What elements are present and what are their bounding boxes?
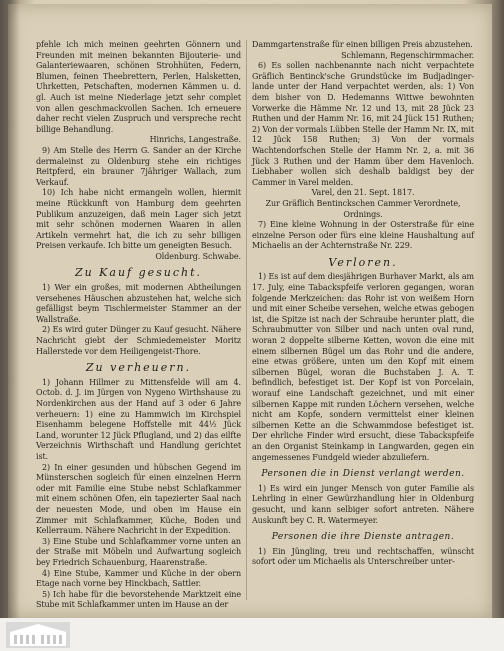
signature: Hinrichs, Langestraße. [149,135,241,145]
text-paragraph: Dammgartenstraße für einen billigen Preis abzustehen. [252,40,473,49]
signature: Zur Gräflich Bentinckschen Cammer Verordnete, Ordnings. [265,198,461,219]
text-paragraph: 1) Es ist auf dem diesjährigen Burhaver Markt, als am 17. July, eine Tabackspfeife verloren gegangen, woran folgende Merkzeichen: das Rohr ist von weißem Horn und mit einer Scheibe versehen, welche etwas gebogen ist, die Spitze ist nach der Schraube herunter platt, die Schraubmutter von Silber und nach unten oval rund, woran 2 doppelte silberne Ketten, wovon die eine mit einem silbernen Bügel um das Rohr und die andere, eine etwas größere, unten um den Kopf mit einem silbernen Bügel, woran die Buchstaben J. A. T. befindlich, befestiget ist. Der Kopf ist von Porcelain, worauf eine Landschaft gezeichnet, und mit einer silbernen Kappe mit runden Löchern versehen, welche nicht am Kopfe, sondern vermittelst einer kleinen silbernen Kette an die Schwammdose befestiget ist. Der ehrliche Finder wird ersucht, diese Tabackspfeife an den Organist Steinkamp in Langwarden, gegen ein angemessenes Fundgeld wieder abzuliefern. [252,272,474,462]
viewer-footer [0,618,504,651]
section-heading: Verloren. [328,255,398,269]
text-paragraph: 5) Ich habe für die bevorstehende Marktzeit eine Stube mit Schlafkammer unten im Hause an der [36,589,241,610]
section-heading: Personen die in Dienst verlangt werden. [261,469,465,480]
text-paragraph: 1) Ein Jüngling, treu und rechtschaffen, wünscht sofort oder um Michaelis als Unterschreiber unter- [252,546,474,567]
signature: Schlemann, Regenschirmmacher. [341,50,474,60]
section-heading: Zu Kauf gesucht. [74,266,203,280]
right-column [252,40,474,568]
left-column [36,40,241,611]
signature: Oldenburg. Schwabe. [155,251,241,261]
dateline: Varel, den 21. Sept. 1817. [311,188,415,198]
text-paragraph: 2) In einer gesunden und hübschen Gegend im Münsterschen sogleich für einen einzelnen Herrn oder mit Familie eine Stube nebst Schlafkammer mit einem schönen Ofen, ein tapezierter Saal nach der neuesten Mode, und oben im Hause ein Zimmer mit Schlafkammer, Küche, Boden und Kellerraum. Nähere Nachricht in der Expedition. [36,462,241,536]
text-paragraph: 2) Es wird guter Dünger zu Kauf gesucht. Nähere Nachricht giebt der Schmiedemeister Moritz Hallerstede vor dem Heiligengeist-Thore. [36,325,241,356]
text-paragraph: 7) Eine kleine Wohnung in der Osterstraße für eine einzelne Person oder fürs eine kleine Haushaltung auf Michaelis an der Achternstraße Nr. 229. [252,220,474,251]
text-paragraph: 1) Wer ein großes, mit modernen Abtheilungen versehenes Häuschen abzustehen hat, welche sich gefälligst beym Tischlermeister Stammer an der Wallstraße. [36,283,241,324]
section-heading: Zu verheuern. [85,361,192,375]
text-paragraph: 1) Es wird ein junger Mensch von guter Familie als Lehrling in einer Gewürzhandlung hier in Oldenburg gesucht, und kann selbiger sofort antreten. Nähere Auskunft bey C. R. Watermeyer. [252,483,474,525]
text-paragraph: pfehle ich mich meinen geehrten Gönnern und Freunden mit meinen bekannten Bijouterie- und Galanteriewaaren, schönen Strohhüten, Federn, Blumen, feinen Theebrettern, Perlen, Halsketten, Uhrketten, Petschaften, modernen Kämmen u. d. gl. Auch ist meine Niederlage jetzt sehr complet von allen geschmackvollen Sachen. Ich erneuere daher recht vielen Zuspruch und verspreche recht billige Behandlung. [36,40,241,134]
text-paragraph: 6) Es sollen nachbenannte nach nicht verpachtete Gräflich Bentinck'sche Grundstücke im Budjadinger-lande unter der Hand verpachtet werden, als: 1) Von dem bisher von D. Hedemanns Wittwe bewohnten Vorwerke die Hämme Nr. 12 und 13, mit 28 Jück 23 Ruthen und der Hamm Nr. 16, mit 24 Jück 151 Ruthen; 2) Von der vormals Lübben Stelle der Hamm Nr. IX, mit 12 Jück 158 Ruthen; 3) Von der vormals Wachtendorfschen Stelle der Hamm Nr. 2, a. mit 36 Jück 3 Ruthen und der Hamm über dem Havenloch. Liebhaber wollen sich deshalb baldigst bey der Cammer in Varel melden. [252,61,474,187]
text-paragraph: 9) Am Stelle des Herrn G. Sander an der Kirche dermaleinst zu Oldenburg stehe ein richtiges Reitpferd, ein brauner 7jähriger Wallach, zum Verkauf. [36,145,241,187]
text-paragraph: 3) Eine Stube und Schlafkammer vorne unten an der Straße mit Möbeln und Aufwartung sogleich bey Friedrich Schauenburg, Haarenstraße. [36,536,241,567]
text-paragraph: 4) Eine Stube, Kammer und Küche in der obern Etage nach vorne bey Hinckbach, Sattler. [36,568,241,589]
column-separator [246,40,247,600]
text-paragraph: 1) Johann Hillmer zu Mittensfelde will am 4. Octob. d. J. im Jürgen von Nygeno Wirthshause zu Nordenkirchen aus der Hand auf 3 oder 6 Jahre verheuern: 1) eine zu Hammwich im Kirchspiel Eisenhamm belegene Hoffstelle mit 44½ Jück Land, worunter 12 Jück Pflugland, und 2) das eilfte Verzeichnis Wirthschaft und Handlung gerichtet ist. [36,377,241,461]
text-paragraph: 10) Ich habe nicht ermangeln wollen, hiermit meine Rückkunft von Hamburg dem geehrten Publikum anzuzeigen, daß mein Lager sich jetzt mit sehr schönen modernen Waaren in allen Artikeln vermehrt hat, die ich zu sehr billigen Preisen verkaufe. Ich bitte um geneigten Besuch. [36,188,241,251]
library-building-icon [6,622,70,648]
section-heading: Personen die ihre Dienste antragen. [271,532,455,543]
